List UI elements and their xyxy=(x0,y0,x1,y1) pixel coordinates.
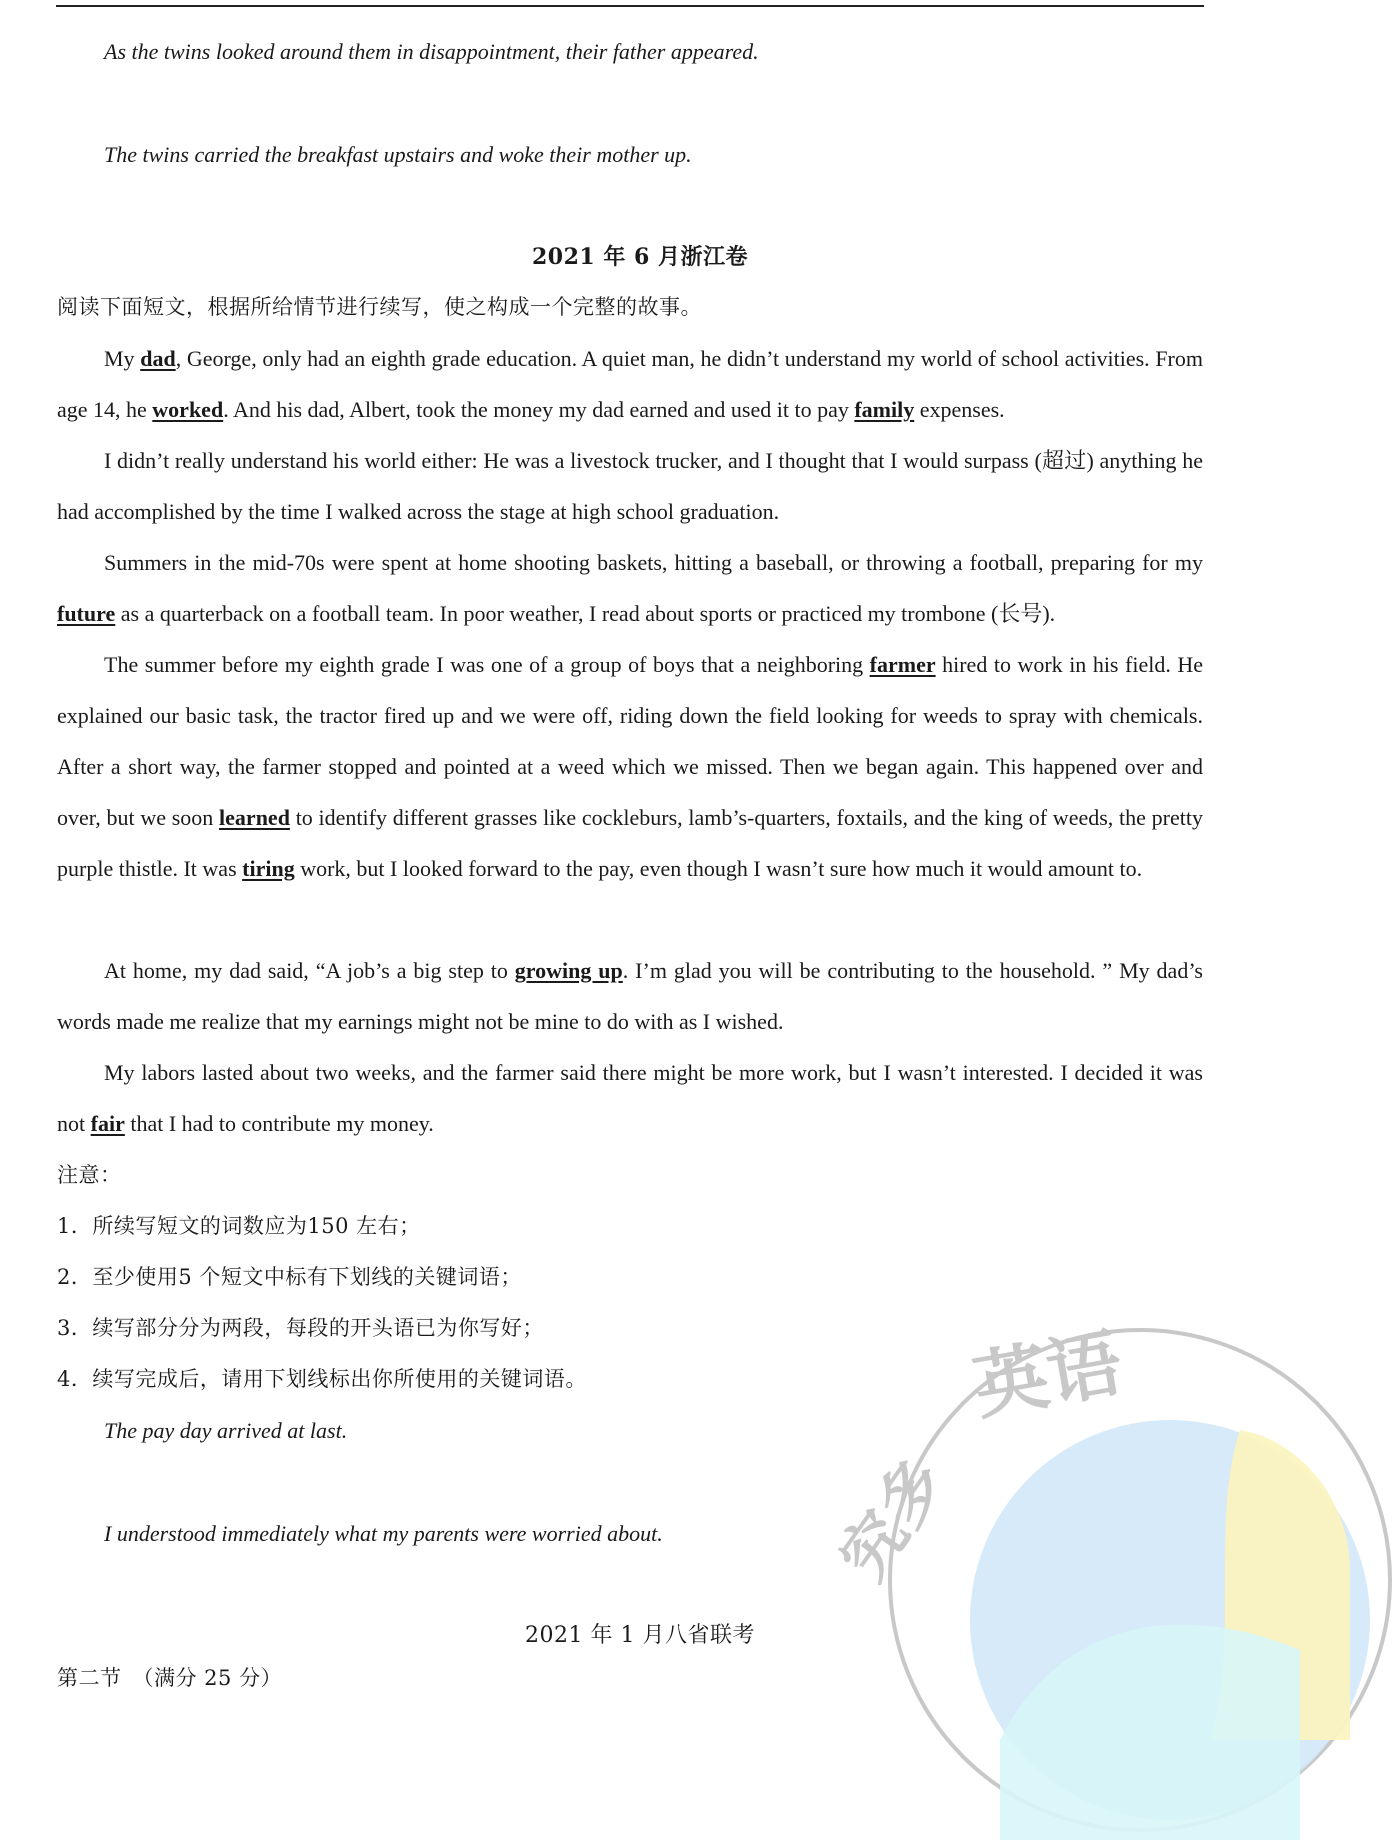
section-instruction: 阅读下面短文，根据所给情节进行续写，使之构成一个完整的故事。 xyxy=(57,295,702,319)
watermark-text: 英语 xyxy=(967,1320,1129,1431)
text-run: At home, my dad said, “A job’s a big step to xyxy=(104,958,515,983)
text-run: as a quarterback on a football team. In poor weather, I read about sports or practiced my trombone (长号). xyxy=(115,601,1056,626)
next-section-subtitle: 第二节 （满分 25 分） xyxy=(57,1666,283,1690)
section-title: 2021 年 6 月浙江卷 xyxy=(531,244,749,270)
text-run: My xyxy=(104,346,141,371)
keyword: tiring xyxy=(242,856,295,881)
note-3: 3．续写部分分为两段，每段的开头语已为你写好； xyxy=(57,1316,544,1340)
paragraph-1 xyxy=(57,333,1203,435)
text-run: . And his dad, Albert, took the money my dad earned and used it to pay xyxy=(223,397,855,422)
paragraph-6 xyxy=(57,1047,1203,1149)
paragraph-5 xyxy=(57,945,1203,1047)
paragraph-2: I didn’t really understand his world either: He was a livestock trucker, and I thought that I would surpass (超过) anything he had accomplished by the time I walked across the stage at high school graduation. xyxy=(57,448,1203,524)
text-run: expenses. xyxy=(914,397,1005,422)
text-run: Summers in the mid-70s were spent at home shooting baskets, hitting a baseball, or throwing a football, preparing for my xyxy=(104,550,1203,575)
intro-line-1: As the twins looked around them in disappointment, their father appeared. xyxy=(104,39,759,64)
paragraph-4 xyxy=(57,639,1203,894)
paragraph-3 xyxy=(57,537,1203,639)
text-run: My labors lasted about two weeks, and the farmer said there might be more work, but I wasn’t interested. I decided it was not xyxy=(57,1060,1203,1136)
starter-sentence-1: The pay day arrived at last. xyxy=(104,1418,348,1443)
next-section-title: 2021 年 1 月八省联考 xyxy=(525,1623,755,1648)
note-4: 4．续写完成后，请用下划线标出你所使用的关键词语。 xyxy=(57,1367,587,1391)
intro-line-2: The twins carried the breakfast upstairs and woke their mother up. xyxy=(104,142,692,167)
text-run: , George, only had an eighth grade education. A quiet man, he didn’t understand my world of school activities. From age 14, he xyxy=(57,346,1204,422)
starter-sentence-2: I understood immediately what my parents were worried about. xyxy=(104,1521,663,1546)
text-run: that I had to contribute my money. xyxy=(124,1111,434,1136)
keyword: future xyxy=(57,601,116,626)
keyword: dad xyxy=(140,346,176,371)
note-1: 1．所续写短文的词数应为150 左右； xyxy=(57,1214,421,1238)
keyword: family xyxy=(854,397,915,422)
watermark-partial-text: 究多 xyxy=(826,1446,961,1594)
keyword: fair xyxy=(90,1111,125,1136)
keyword: worked xyxy=(152,397,224,422)
top-rule xyxy=(56,5,1204,7)
text-run: to identify different grasses like cockleburs, lamb’s-quarters, foxtails, and the king of weeds, the pretty purple thistle. It was xyxy=(57,805,1203,881)
notes-label: 注意： xyxy=(57,1163,122,1187)
text-run: . I’m glad you will be contributing to the household. ” My dad’s words made me realize that my earnings might not be mine to do with as I wished. xyxy=(57,958,1203,1034)
keyword: growing up xyxy=(514,958,623,983)
text-run: The summer before my eighth grade I was one of a group of boys that a neighboring xyxy=(104,652,870,677)
keyword: farmer xyxy=(869,652,936,677)
watermark-logo xyxy=(826,1320,1400,1840)
text-run: work, but I looked forward to the pay, even though I wasn’t sure how much it would amount to. xyxy=(294,856,1143,881)
note-2: 2．至少使用5 个短文中标有下划线的关键词语； xyxy=(57,1265,522,1289)
text-run: hired to work in his field. He explained our basic task, the tractor fired up and we were off, riding down the field looking for weeds to spray with chemicals. After a short way, the farmer stopped and pointed at a weed which we missed. Then we began again. This happened over and over, but we soon xyxy=(57,652,1203,830)
keyword: learned xyxy=(219,805,290,830)
